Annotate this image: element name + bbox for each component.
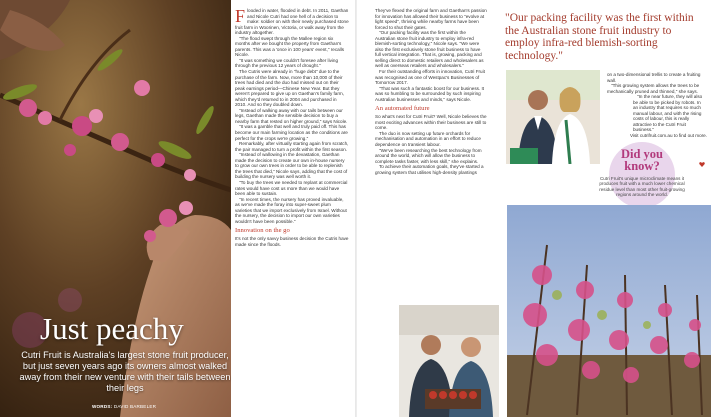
did-you-know-fact: Cutri Fruit's unique microclimate means it produces fruit with a much lower chemical residue level than most other fruit-growing regions around the world.	[599, 176, 685, 198]
paragraph: "Instead of walking away with our tails between our legs, Gaethan made the sensible decision to buy a nearby farm that rested on higher ground," says Nicole.	[235, 107, 348, 124]
paragraph: So what's next for Cutri Fruit? Well, Nicole believes the most exciting advances within their business are still to come.	[375, 114, 487, 131]
right-page	[357, 0, 711, 417]
owners-photo-illustration	[506, 70, 600, 164]
paragraph: on a two-dimensional trellis to create a fruiting wall.	[607, 72, 701, 83]
pull-quote: "Our packing facility was the first within the Australian stone fruit industry to employ infra-red blemish-sorting technology."	[505, 12, 694, 62]
body-column-1	[231, 0, 357, 417]
paragraph: To achieve their automation goals, they've started a growing system that utilises high-density plantings	[375, 164, 484, 175]
paragraph: "The flood swept through the Mallee region six months after we bought the property from Gaethan's parents. This was a 'once in 100 years' event," recalls Nicole.	[235, 35, 345, 58]
paragraph: "Instead of wallowing in the devastation, Gaethan made the decision to create our own in-house nursery to grow our own trees in order to be able to replenish the trees that died," Nicole says, adding that the cost of building the nursery was well worth it.	[235, 152, 348, 180]
paragraph: "It was a gamble that well and truly paid off. This has become our main farming location as the conditions are perfect for the crops we're growing."	[235, 124, 348, 141]
byline	[92, 404, 156, 409]
paragraph: looded in water, flooded in debt. In 2011, Gaethan and Nicole Cutri had one hell of a decision to make: soldier on with their newly purchased stone fruit farm in Woorinen, Victoria, or walk away from the industry altogether.	[235, 8, 349, 36]
subhead-innovation: Innovation on the go	[235, 227, 290, 235]
body-column-3	[607, 72, 707, 139]
did-you-know-title: Did you know?	[620, 147, 664, 173]
paragraph: "That was such a fantastic boost for our business. It was so humbling to be surrounded by such inspiring Australian businesses and minds," says Nicole.	[375, 85, 485, 102]
paragraph: The Cutris were already in "huge debt" due to the purchase of the farm. Now, more than 10,000 of their trees had died and the duo had missed out on their peak earnings period—Chinese New Year. But they weren't prepared to give up on Gaethan's family farm, which they'd returned to in 2004 and purchased in 2010. And so they doubled down.	[235, 69, 344, 108]
paragraph: "It was something we couldn't foresee after living through the previous 12 years of drought."	[235, 57, 339, 69]
packing-facility-photo-illustration	[399, 305, 499, 417]
paragraph: "Our packing facility was the first within the Australian stone fruit industry to employ infra-red blemish-sorting technology," Nicole says. "We were also the first exclusively stone fruit business to have full vertical integration. That is, growing, packing and selling direct to domestic retailers and wholesalers as well as overseas retailers and wholesalers."	[375, 30, 484, 69]
paragraph: "This growing system allows the trees to be mechanically pruned and thinned," she says.	[607, 83, 700, 94]
orchard-photo-illustration	[507, 205, 711, 417]
article-title: Just peachy	[40, 311, 184, 346]
paragraph: The duo is now setting up future orchards for mechanisation and automation in an effort to reduce dependence on transient labour.	[375, 130, 481, 148]
paragraph: Remarkably, after virtually starting again from scratch, the pair managed to turn a profit within the first season.	[235, 141, 349, 152]
paragraph: "In the near future, they will also be able to be picked by robots. In an industry that requires so much manual labour, and with the rising costs of labour, this is really attractive to the Cutri Fruit business."	[633, 94, 703, 133]
byline-name: DAVID BARBELER	[113, 404, 157, 409]
byline-label: WORDS:	[92, 404, 113, 409]
packing-facility-photo	[399, 305, 499, 417]
paragraph: They've flexed the original farm and Gaethan's passion for innovation has allowed their business to "evolve at light speed", thriving while nearby farms have been forced to shut their gates.	[375, 8, 487, 30]
article-dek: Cutri Fruit is Australia's largest stone fruit producer, but just seven years ago its owners almost walked away from their new venture with their tails between their legs	[19, 350, 231, 393]
paragraph: "In recent times, the nursery has proved invaluable, as we've made the foray into super-sweet plum varieties that we import exclusively from Israel. Without the nursery, the decision to import our own varieties wouldn't have been possible."	[235, 196, 347, 224]
orchard-photo	[507, 205, 711, 417]
paragraph: It's not the only savvy business decision the Cutris have made since the floods.	[235, 236, 349, 247]
visit-link-text: Visit cutrifruit.com.au to find out more.	[629, 133, 707, 139]
did-you-know-badge	[609, 142, 675, 208]
owners-photo	[506, 70, 600, 164]
paragraph: For their outstanding efforts in innovation, Cutri Fruit was recognised as one of Westpac's Businesses of Tomorrow 2017.	[375, 69, 485, 86]
paragraph: "We've been researching the best technology from around the world, which will allow the business to complete tasks faster, with less skill," she explains.	[375, 147, 482, 164]
body-column-2	[375, 8, 487, 175]
paragraph: "To buy the trees we needed to replant at commercial rates would have cost us more than we would have been able to sustain.	[235, 179, 348, 197]
heart-icon	[699, 162, 705, 167]
drop-cap: F	[235, 6, 246, 26]
subhead-automated-future: An automated future	[375, 105, 430, 113]
body-column-1-text	[235, 8, 349, 247]
